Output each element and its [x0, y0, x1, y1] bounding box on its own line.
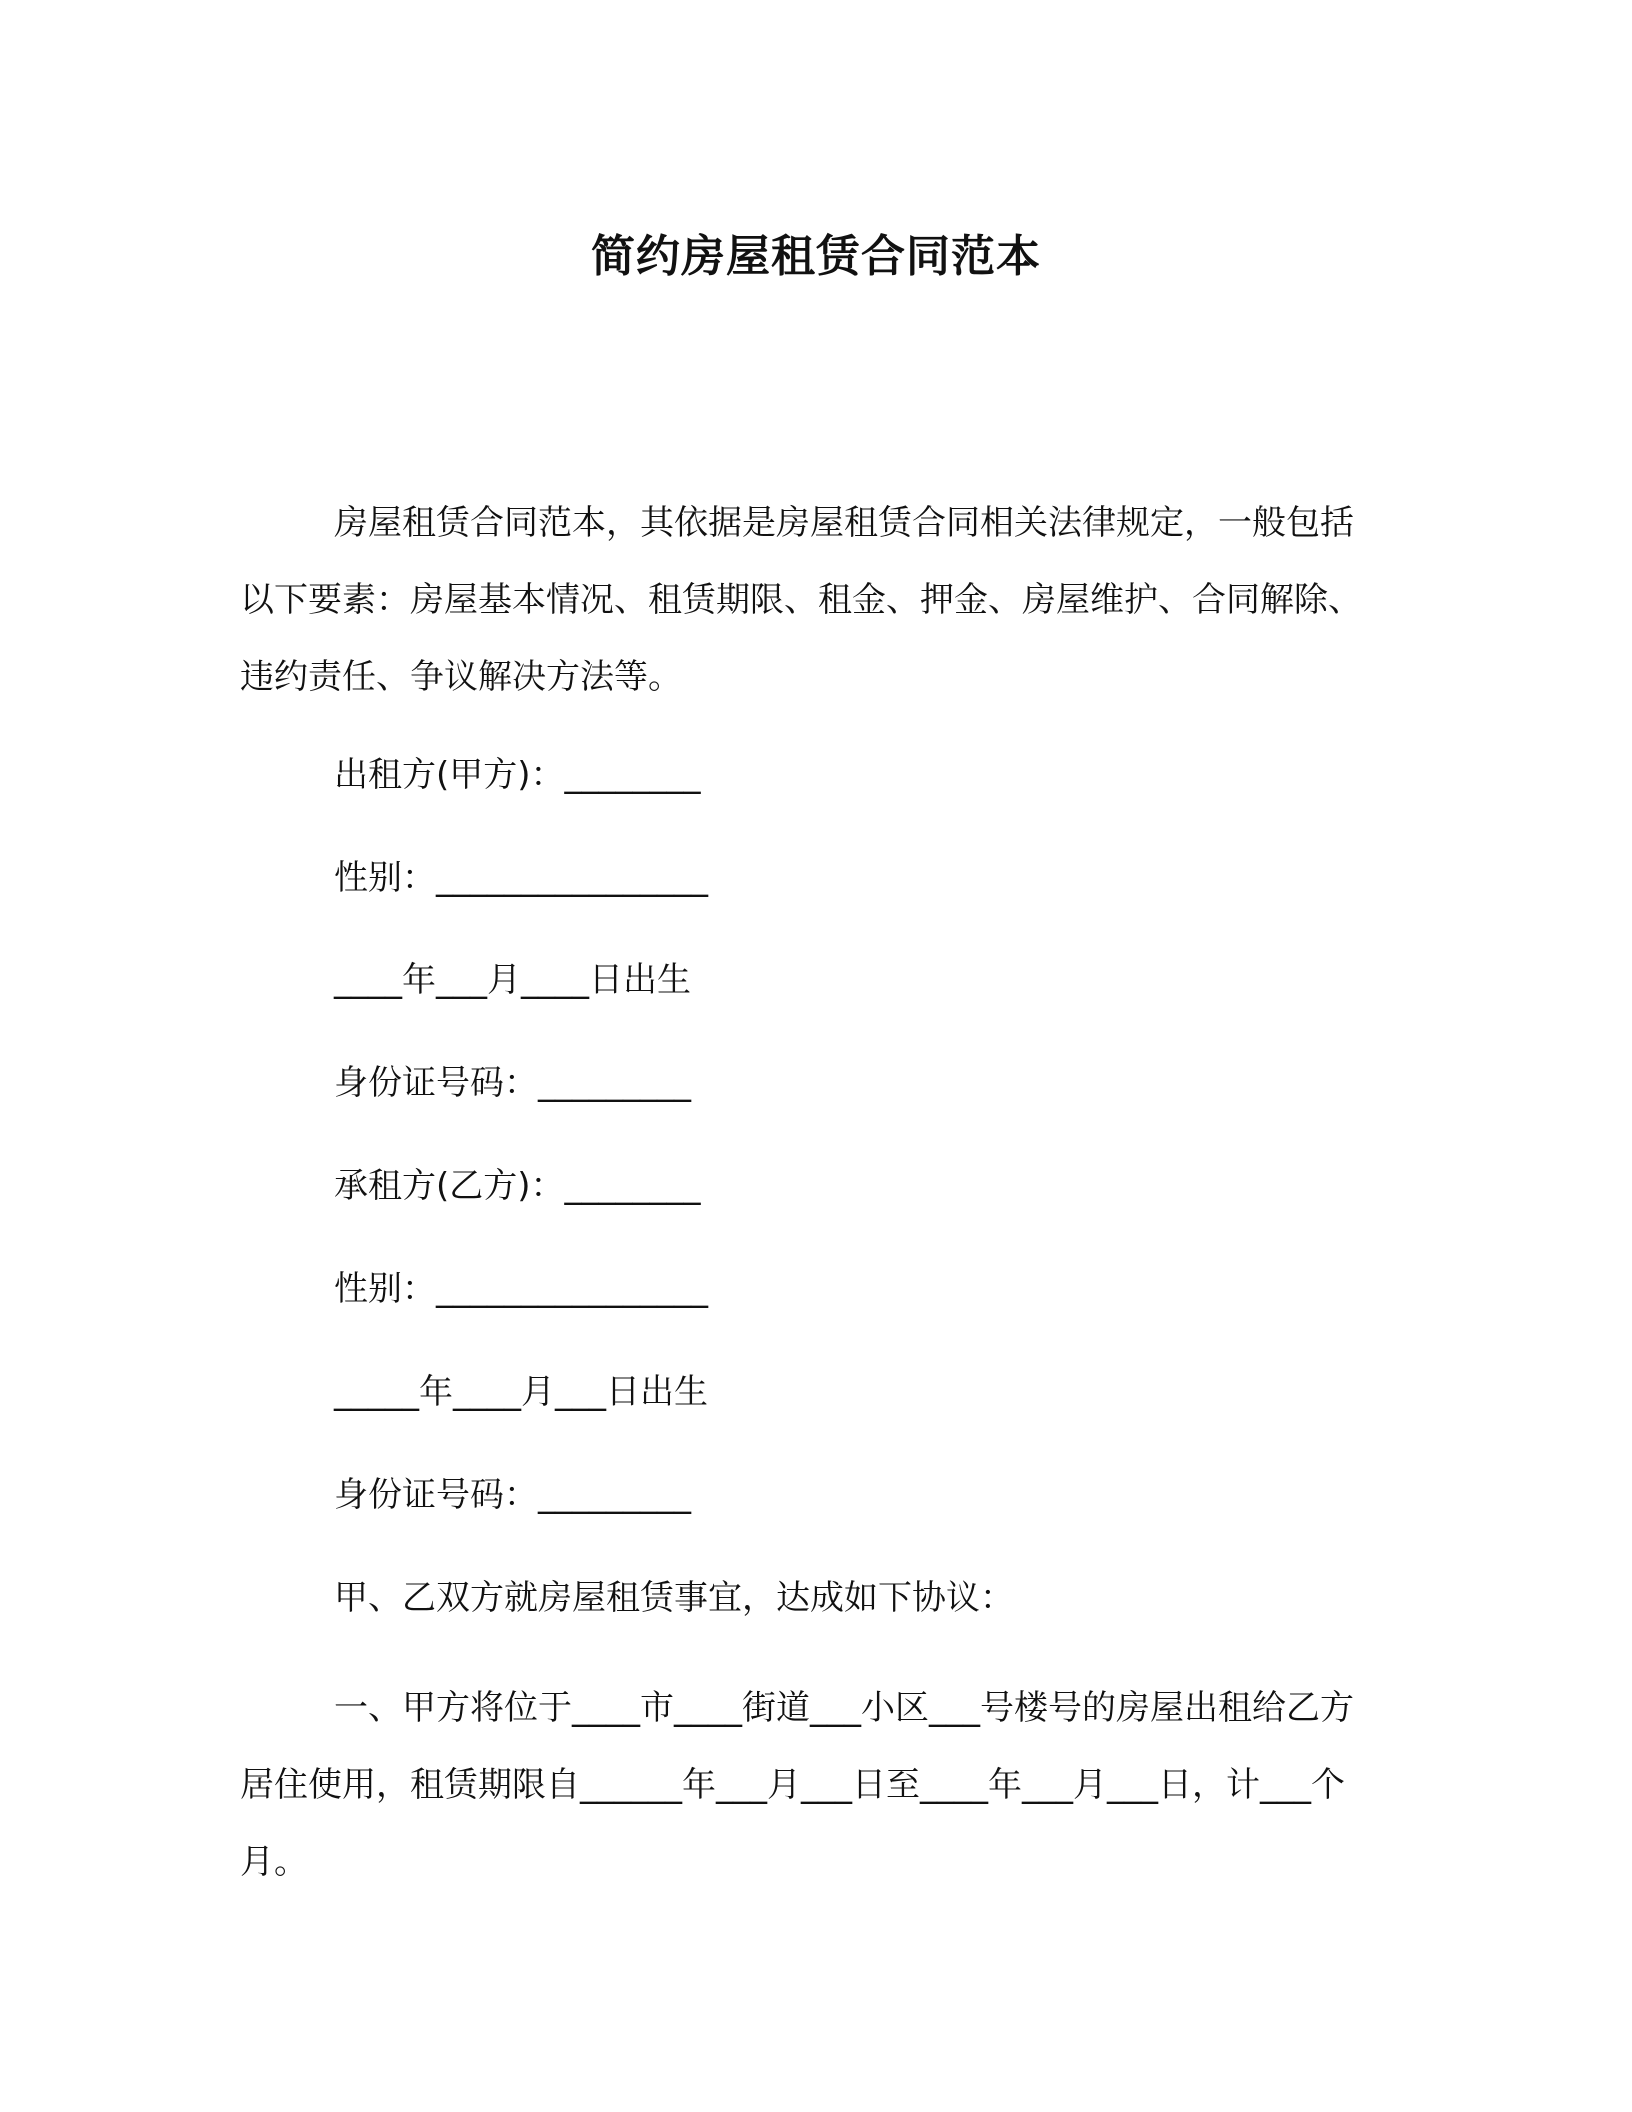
document-title: 简约房屋租赁合同范本	[591, 231, 1041, 282]
lessor-id-field: 身份证号码：_________	[334, 1063, 691, 1103]
lessor-gender-field: 性别：________________	[334, 858, 708, 898]
lessor-field: 出租方(甲方)：________	[334, 755, 701, 795]
lessee-id-field: 身份证号码：_________	[334, 1475, 691, 1515]
clause-1-text: 一、甲方将位于____市____街道___小区___号楼号的房屋出租给乙方居住使用，租赁期限自______年___月___日至____年___月___日，计___个月。	[240, 1688, 1354, 1882]
agreement-intro: 甲、乙双方就房屋租赁事宜，达成如下协议：	[334, 1578, 1014, 1618]
lessee-birth-field: _____年____月___日出生	[334, 1372, 708, 1412]
lessor-birth-field: ____年___月____日出生	[334, 960, 691, 1000]
lessee-field: 承租方(乙方)：________	[334, 1166, 701, 1206]
intro-text: 房屋租赁合同范本，其依据是房屋租赁合同相关法律规定，一般包括以下要素：房屋基本情况、租赁期限、租金、押金、房屋维护、合同解除、违约责任、争议解决方法等。	[240, 503, 1362, 697]
lessee-gender-field: 性别：________________	[334, 1269, 708, 1309]
clause-1	[240, 1670, 1380, 1901]
intro-paragraph	[240, 485, 1380, 716]
